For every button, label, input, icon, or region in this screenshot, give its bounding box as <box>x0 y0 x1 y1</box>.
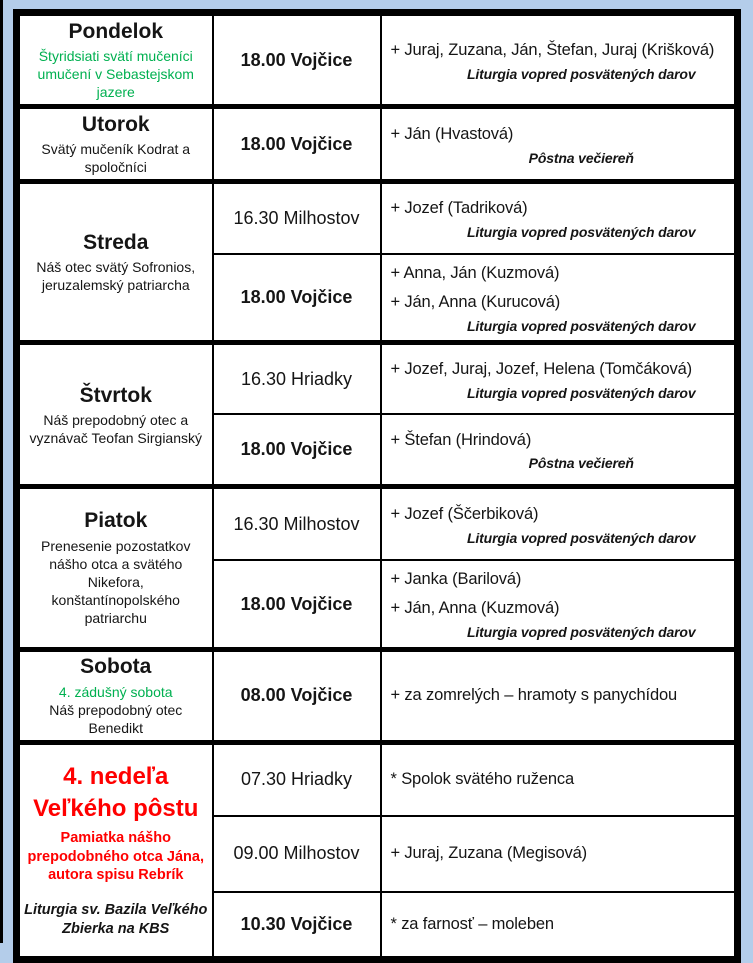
intention-text: * za farnosť – moleben <box>390 914 554 933</box>
table-row-sobota <box>17 649 738 742</box>
day-cell-streda <box>17 182 213 343</box>
feast-description: Štyridsiati svätí mučeníci umučení v Sebastejskom jazere <box>37 47 194 101</box>
time-place-cell: 09.00 Milhostov <box>213 816 381 892</box>
time-place-cell: 18.00 Vojčice <box>213 13 381 107</box>
service-note: Liturgia vopred posvätených darov <box>467 224 696 241</box>
intention-cell <box>381 892 738 960</box>
intention-cell <box>381 487 738 561</box>
service-note: Pôstna večiereň <box>528 455 634 472</box>
intention-cell <box>381 13 738 107</box>
intention-cell <box>381 816 738 892</box>
table-row-stvrtok-1 <box>17 343 738 415</box>
service-note: Liturgia vopred posvätených darov <box>467 317 696 334</box>
day-cell-nedela <box>17 742 213 959</box>
day-name: 4. nedeľa Veľkého pôstu <box>33 763 199 822</box>
day-name: Utorok <box>81 112 150 136</box>
intention-cell <box>381 742 738 816</box>
feast-description: Náš prepodobný otec Benedikt <box>49 701 183 736</box>
intention-text: + Štefan (Hrindová) <box>390 430 532 449</box>
day-name: Štvrtok <box>79 383 152 407</box>
feast-description: Náš prepodobný otec a vyznávač Teofan Sirgianský <box>29 411 202 446</box>
day-name: Streda <box>83 230 149 254</box>
time-place-cell: 10.30 Vojčice <box>213 892 381 960</box>
intention-text: + Jozef, Juraj, Jozef, Helena (Tomčáková) <box>390 360 693 379</box>
feast-description: Náš otec svätý Sofronios, jeruzalemský patriarcha <box>36 259 196 294</box>
intention-text: + Ján, Anna (Kurucová) <box>390 292 561 311</box>
time-place-cell: 08.00 Vojčice <box>213 649 381 742</box>
table-row-utorok <box>17 107 738 182</box>
intention-cell <box>381 649 738 742</box>
feast-description: Prenesenie pozostatkov nášho otca a svätého Nikefora, konštantínopolského patriarchu <box>41 537 191 627</box>
intention-cell <box>381 182 738 255</box>
table-row-piatok-1 <box>17 487 738 561</box>
service-note: Liturgia vopred posvätených darov <box>467 65 696 82</box>
day-cell-sobota <box>17 649 213 742</box>
day-name: Piatok <box>84 509 148 533</box>
intention-cell <box>381 107 738 182</box>
intention-text: + Juraj, Zuzana, Ján, Štefan, Juraj (Krišková) <box>390 40 715 59</box>
intention-cell <box>381 560 738 649</box>
intention-text: + Juraj, Zuzana (Megisová) <box>390 844 587 863</box>
service-note: Liturgia vopred posvätených darov <box>467 529 696 546</box>
time-place-cell: 16.30 Hriadky <box>213 343 381 415</box>
liturgy-note-line: Zbierka na KBS <box>62 921 170 938</box>
service-note: Liturgia vopred posvätených darov <box>467 384 696 401</box>
intention-text: + Jozef (Tadriková) <box>390 199 528 218</box>
time-place-cell: 18.00 Vojčice <box>213 560 381 649</box>
intention-cell <box>381 254 738 343</box>
day-name: Pondelok <box>68 19 163 43</box>
liturgy-note-line: Liturgia sv. Bazila Veľkého <box>24 902 208 919</box>
intention-cell <box>381 343 738 415</box>
service-note: Liturgia vopred posvätených darov <box>467 624 696 641</box>
day-cell-utorok <box>17 107 213 182</box>
intention-text: + za zomrelých – hramoty s panychídou <box>390 686 678 705</box>
time-place-cell: 16.30 Milhostov <box>213 487 381 561</box>
day-name: Sobota <box>80 655 152 679</box>
table-row-nedela-1 <box>17 742 738 816</box>
day-cell-piatok <box>17 487 213 649</box>
liturgical-schedule-table <box>13 9 741 963</box>
intention-text: + Janka (Barilová) <box>390 570 522 589</box>
time-place-cell: 18.00 Vojčice <box>213 414 381 487</box>
table-row-streda-1 <box>17 182 738 255</box>
intention-text: + Ján, Anna (Kuzmová) <box>390 599 560 618</box>
time-place-cell: 18.00 Vojčice <box>213 254 381 343</box>
service-note: Pôstna večiereň <box>528 149 634 166</box>
table-row-pondelok <box>17 13 738 107</box>
intention-text: * Spolok svätého ruženca <box>390 770 575 789</box>
day-cell-pondelok <box>17 13 213 107</box>
screen-left-edge <box>0 0 3 943</box>
intention-text: + Jozef (Ščerbiková) <box>390 505 539 524</box>
day-cell-stvrtok <box>17 343 213 487</box>
time-place-cell: 18.00 Vojčice <box>213 107 381 182</box>
intention-cell <box>381 414 738 487</box>
intention-text: + Ján (Hvastová) <box>390 124 514 143</box>
feast-description-green: 4. zádušný sobota <box>58 683 173 700</box>
time-place-cell: 16.30 Milhostov <box>213 182 381 255</box>
feast-description: Svätý mučeník Kodrat a spoločníci <box>41 140 191 176</box>
time-place-cell: 07.30 Hriadky <box>213 742 381 816</box>
feast-description-red: Pamiatka nášho prepodobného otca Jána, autora spisu Rebrík <box>27 829 204 884</box>
intention-text: + Anna, Ján (Kuzmová) <box>390 264 560 282</box>
